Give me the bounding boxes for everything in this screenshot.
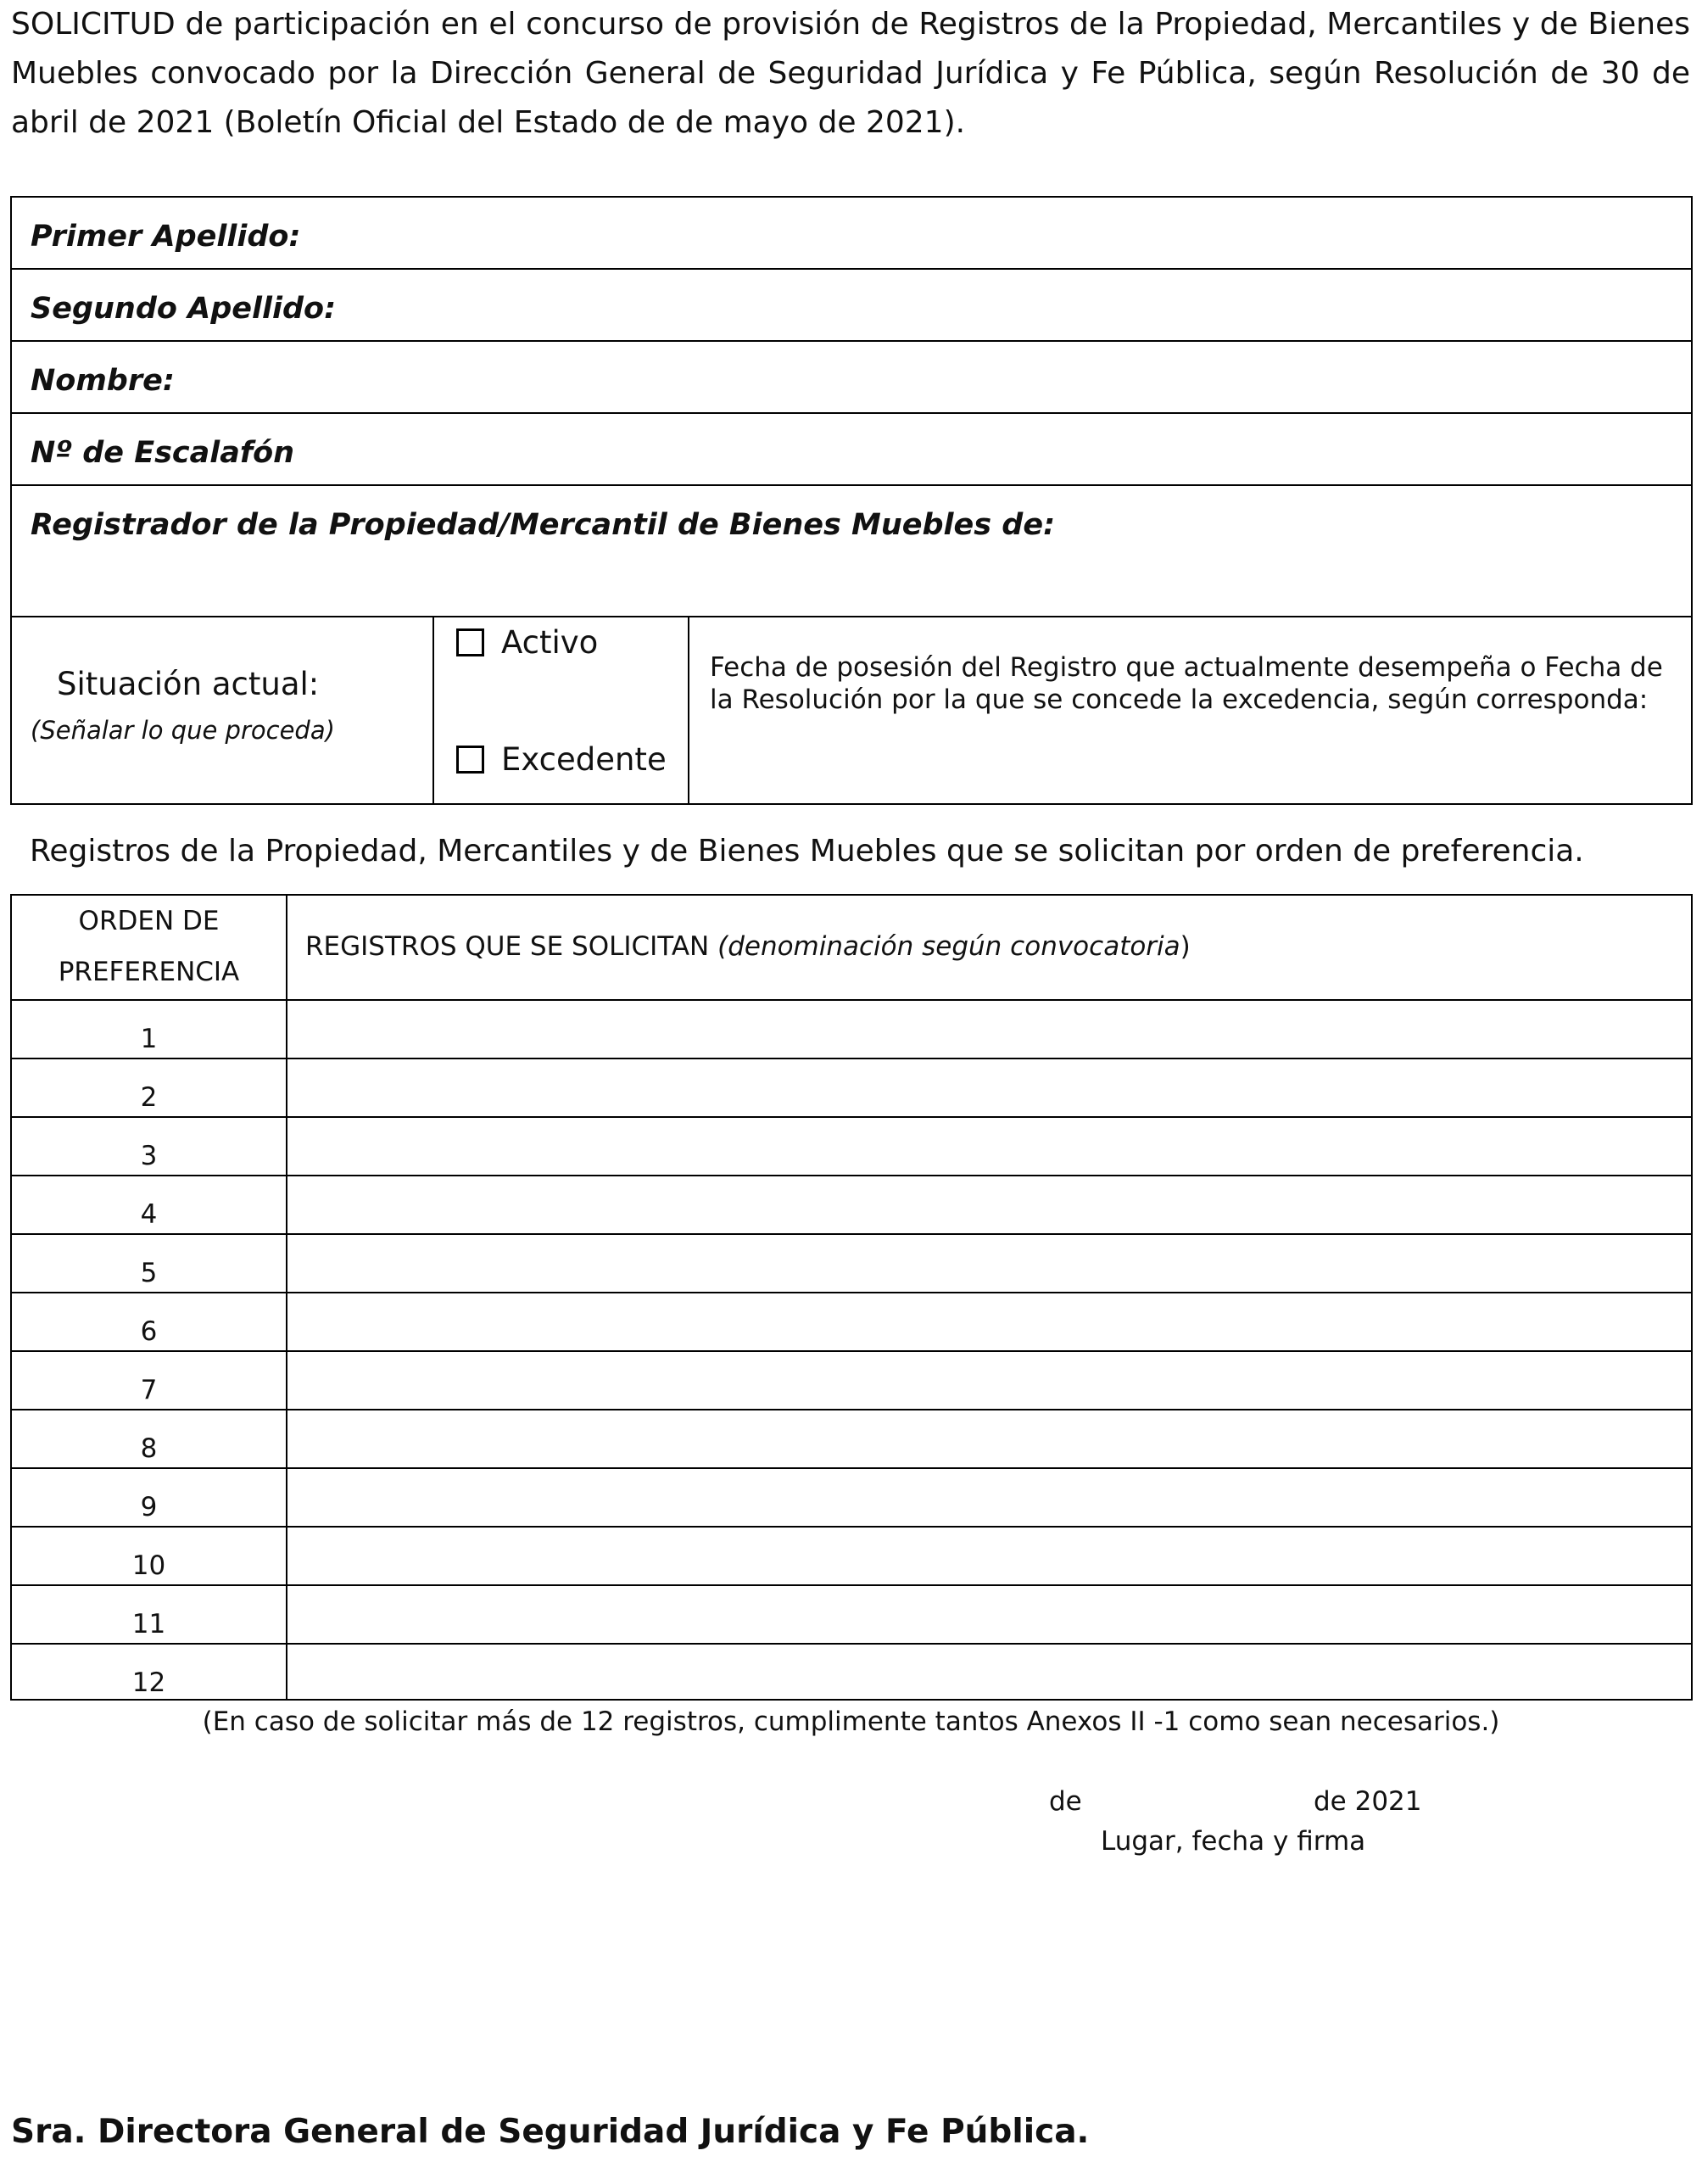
- registro-input[interactable]: [296, 1589, 1684, 1642]
- personal-data-table: [10, 196, 1693, 805]
- registro-input[interactable]: [296, 1063, 1684, 1115]
- orden-header-line1: ORDEN DE: [78, 906, 220, 936]
- table-row: [12, 1059, 1691, 1118]
- orden-number: 2: [140, 1082, 158, 1113]
- preferencias-table: [10, 894, 1693, 1701]
- orden-number: 5: [140, 1258, 158, 1288]
- registro-input[interactable]: [296, 1648, 1684, 1701]
- activo-option[interactable]: [456, 624, 598, 661]
- table-row: [12, 1528, 1691, 1586]
- registrador-label: Registrador de la Propiedad/Mercantil de Bienes Muebles de:: [31, 508, 1056, 542]
- fecha-posesion-field[interactable]: Fecha de posesión del Registro que actualmente desempeña o Fecha de la Resolución por la que se concede la excedencia, según corresponda:: [710, 652, 1663, 715]
- registros-header-italic: (denominación según convocatoria: [717, 931, 1180, 962]
- preferencias-header: [12, 896, 1691, 1001]
- primer-apellido-label: Primer Apellido:: [31, 220, 301, 254]
- note-text: (En caso de solicitar más de 12 registros, cumplimente tantos Anexos II -1 como sean necesarios.): [202, 1706, 1500, 1737]
- nombre-row[interactable]: [12, 342, 1691, 414]
- table-row: [12, 1118, 1691, 1176]
- registro-input[interactable]: [296, 1238, 1684, 1291]
- firma-de: de: [1049, 1786, 1082, 1817]
- intro-paragraph: SOLICITUD de participación en el concurso de provisión de Registros de la Propiedad, Mercantiles y de Bienes Muebles convocado por la Dirección General de Seguridad Jurídica y Fe Pública, según Resolución de 30 de abril de 2021 (Boletín Oficial del Estado de de mayo de 2021).: [11, 7, 1690, 140]
- table-row: [12, 1410, 1691, 1469]
- registros-header: [305, 931, 1191, 962]
- orden-number: 3: [140, 1141, 158, 1171]
- segundo-apellido-label: Segundo Apellido:: [31, 292, 337, 326]
- orden-number: 8: [140, 1433, 158, 1464]
- activo-checkbox[interactable]: [456, 628, 484, 656]
- escalafon-row[interactable]: [12, 414, 1691, 486]
- orden-header-line2: PREFERENCIA: [58, 957, 240, 987]
- registro-input[interactable]: [296, 1297, 1684, 1349]
- orden-number: 7: [140, 1375, 158, 1405]
- table-row: [12, 1235, 1691, 1293]
- nombre-label: Nombre:: [31, 364, 175, 398]
- column-divider: [688, 617, 689, 803]
- registros-header-text: REGISTROS QUE SE SOLICITAN: [305, 931, 718, 962]
- column-divider: [432, 617, 434, 803]
- orden-number: 6: [140, 1316, 158, 1347]
- addressee: Sra. Directora General de Seguridad Jurídica y Fe Pública.: [11, 2113, 1090, 2151]
- registros-header-close: ): [1180, 931, 1191, 962]
- orden-number: 10: [131, 1550, 166, 1581]
- segundo-apellido-row[interactable]: [12, 270, 1691, 342]
- activo-label: Activo: [501, 624, 599, 661]
- orden-number: 11: [131, 1609, 166, 1639]
- situacion-hint: (Señalar lo que proceda): [31, 716, 335, 745]
- situacion-label: Situación actual:: [57, 666, 320, 702]
- excedente-option[interactable]: [456, 741, 667, 778]
- table-row: [12, 1352, 1691, 1410]
- table-row: [12, 1469, 1691, 1528]
- registro-input[interactable]: [296, 1414, 1684, 1466]
- registro-input[interactable]: [296, 1180, 1684, 1232]
- registro-input[interactable]: [296, 1472, 1684, 1525]
- primer-apellido-row[interactable]: [12, 198, 1691, 270]
- table-row: [12, 1586, 1691, 1645]
- table-row: [12, 1293, 1691, 1352]
- excedente-label: Excedente: [501, 741, 667, 778]
- registro-input[interactable]: [296, 1531, 1684, 1584]
- firma-de-year: de 2021: [1314, 1786, 1422, 1817]
- orden-number: 9: [140, 1492, 158, 1522]
- registro-input[interactable]: [296, 1121, 1684, 1174]
- orden-number: 12: [131, 1667, 166, 1698]
- situacion-row: [12, 617, 1691, 803]
- escalafon-label: Nº de Escalafón: [31, 436, 295, 470]
- orden-number: 1: [140, 1024, 158, 1054]
- orden-number: 4: [140, 1199, 158, 1230]
- preferencias-title: Registros de la Propiedad, Mercantiles y de Bienes Muebles que se solicitan por orden de preferencia.: [30, 834, 1584, 869]
- registro-input[interactable]: [296, 1004, 1684, 1057]
- registrador-row[interactable]: [12, 486, 1691, 617]
- table-row: [12, 1001, 1691, 1059]
- orden-header: [12, 896, 286, 999]
- registro-input[interactable]: [296, 1355, 1684, 1408]
- table-row: [12, 1645, 1691, 1703]
- excedente-checkbox[interactable]: [456, 746, 484, 774]
- table-row: [12, 1176, 1691, 1235]
- firma-caption: Lugar, fecha y firma: [1101, 1826, 1366, 1857]
